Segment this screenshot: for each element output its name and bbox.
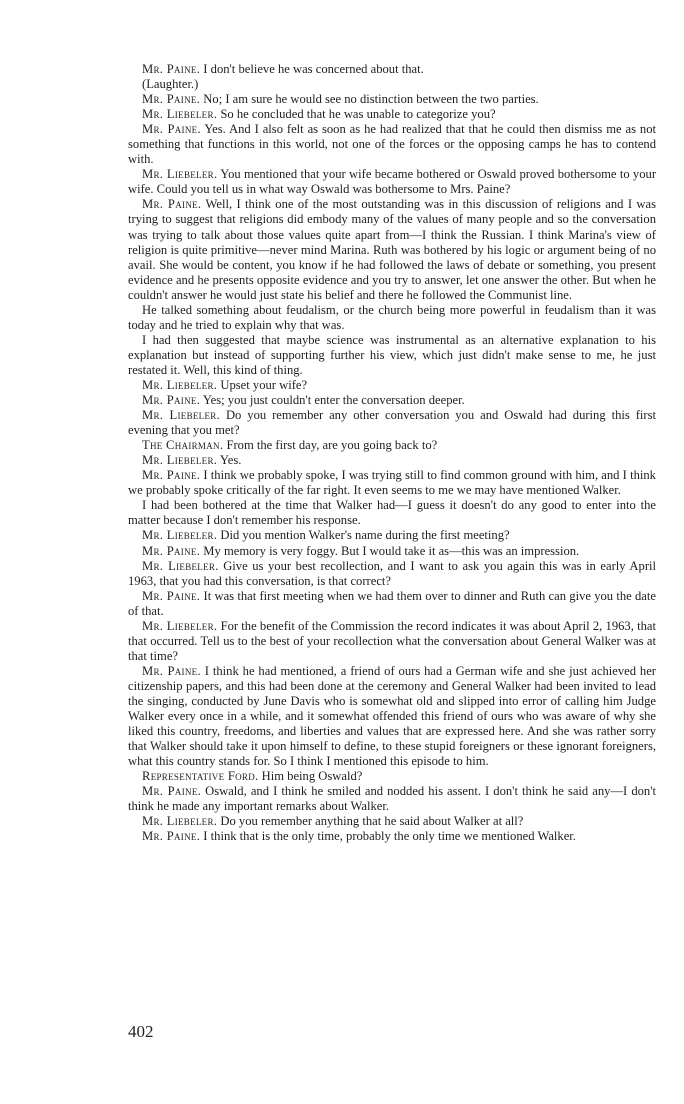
paragraph [128, 303, 656, 333]
paragraph [128, 559, 656, 589]
speech: Yes; you just couldn't enter the conversation deeper. [200, 393, 465, 408]
speaker: Mr. Paine. [142, 122, 201, 137]
speech: I had then suggested that maybe science was instrumental as an alternative explanation to his explanation but instead of supporting further his view, which just didn't make sense to me, he just restated it. Well, this kind of thing. [128, 332, 656, 377]
paragraph [128, 408, 656, 438]
paragraph [128, 77, 656, 92]
paragraph [128, 393, 656, 408]
paragraph [128, 107, 656, 122]
speech: I don't believe he was concerned about that. [200, 62, 424, 76]
speaker: Mr. Liebeler. [142, 618, 218, 633]
speech: I had been bothered at the time that Walker had—I guess it doesn't do any good to enter into the matter because I don't remember his response. [128, 498, 656, 528]
paragraph [128, 769, 656, 784]
speech: I think that is the only time, probably the only time we mentioned Walker. [200, 829, 576, 844]
paragraph [128, 528, 656, 543]
speech: Do you remember any other conversation you and Oswald had during this first evening that you met? [128, 408, 657, 438]
speaker: Mr. Paine. [142, 784, 202, 799]
paragraph [128, 589, 656, 619]
speaker: Mr. Liebeler. [142, 558, 219, 573]
speaker: Representative Ford. [142, 769, 259, 784]
speech: Oswald, and I think he smiled and nodded his assent. I don't think he said any—I don't think he made any important remarks about Walker. [128, 784, 656, 814]
paragraph [128, 167, 656, 197]
speaker: Mr. Liebeler. [142, 408, 221, 423]
paragraph [128, 197, 656, 302]
speaker: Mr. Paine. [142, 92, 201, 107]
speaker: The Chairman. [142, 438, 224, 453]
speech: Yes. And I also felt as soon as he had realized that that he could then dismiss me as not something that functions in this world, not one of the forces or the opposing camps he has to contend with. [128, 122, 656, 167]
speech: I think we probably spoke, I was trying still to find common ground with him, and I think we probably spoke critically of the far right. It even seems to me we may have mentioned Walker. [128, 468, 656, 498]
paragraph [128, 453, 656, 468]
speaker: Mr. Paine. [142, 197, 202, 212]
speech: So he concluded that he was unable to categorize you? [217, 107, 496, 122]
speaker: Mr. Liebeler. [142, 453, 218, 468]
speech: Give us your best recollection, and I want to ask you again this was in early April 1963, that you had this conversation, is that correct? [128, 558, 657, 588]
speaker: Mr. Paine. [142, 588, 201, 603]
paragraph [128, 664, 656, 769]
speech: Do you remember anything that he said about Walker at all? [217, 814, 524, 829]
speech: Well, I think one of the most outstanding was in this discussion of religions and I was trying to suggest that religions did embody many of the values of many people and so the conversation was trying to talk about those values quite apart from—I think the Russian. I think Marina's view of religion is quite primitive—never mind Marina. Ruth was bothered by his logic or argument being of no avail. She would be content, you know if he had followed the laws of debate or something, you present evidence and he presents opposite evidence and you try to answer, let one answer the other. But when he couldn't answer he would just state his belief and there he followed the Communist line. [128, 197, 656, 302]
speaker: Mr. Paine. [142, 663, 201, 678]
paragraph [128, 784, 656, 814]
speech: It was that first meeting when we had them over to dinner and Ruth can give you the date of that. [128, 588, 656, 618]
speech: Upset your wife? [217, 377, 308, 392]
speaker: Mr. Liebeler. [142, 377, 218, 392]
speech: For the benefit of the Commission the record indicates it was about April 2, 1963, that that occurred. Tell us to the best of your recollection what the conversation about General Walker was at that time? [128, 618, 657, 663]
paragraph [128, 378, 656, 393]
speech: Yes. [217, 453, 242, 468]
paragraph [128, 122, 656, 167]
speaker: Mr. Paine. [142, 468, 201, 483]
speech: I think he had mentioned, a friend of ours had a German wife and she just achieved her citizenship papers, and this had been done at the ceremony and General Walker had been invited to lead the singing, conducted by June Davis who is somewhat old and slipped into error of calling him Judge Walker every once in a while, and it somewhat offended this friend of ours who was aware of why she liked this country, freedoms, and liberties and values that are expressed here. And she was rather sorry that Walker should take it upon himself to define, to these stupid foreigners or these ignorant foreigners, what this country stands for. So I think I mentioned this episode to him. [128, 663, 656, 769]
speaker: Mr. Paine. [142, 62, 201, 76]
speaker: Mr. Liebeler. [142, 814, 218, 829]
speech: No; I am sure he would see no distinction between the two parties. [200, 92, 539, 107]
speech: Him being Oswald? [258, 769, 363, 784]
paragraph [128, 544, 656, 559]
paragraph [128, 619, 656, 664]
speech: Did you mention Walker's name during the first meeting? [217, 528, 510, 543]
speech: From the first day, are you going back to? [223, 438, 438, 453]
paragraph [128, 438, 656, 453]
paragraph [128, 814, 656, 829]
speaker: Mr. Paine. [142, 543, 201, 558]
speaker: Mr. Liebeler. [142, 167, 218, 182]
paragraph [128, 62, 656, 77]
paragraph [128, 498, 656, 528]
transcript-body [128, 62, 656, 844]
paragraph [128, 468, 656, 498]
speech: My memory is very foggy. But I would take it as—this was an impression. [200, 543, 580, 558]
paragraph [128, 92, 656, 107]
speaker: Mr. Paine. [142, 393, 201, 408]
paragraph [128, 333, 656, 378]
speaker: Mr. Paine. [142, 829, 201, 844]
speaker: Mr. Liebeler. [142, 528, 218, 543]
page-number: 402 [128, 1022, 154, 1041]
speech: He talked something about feudalism, or the church being more powerful in feudalism than it was today and he tried to explain why that was. [128, 302, 656, 332]
speaker: Mr. Liebeler. [142, 107, 218, 122]
speech: (Laughter.) [142, 77, 199, 92]
paragraph [128, 829, 656, 844]
speech: You mentioned that your wife became bothered or Oswald proved bothersome to your wife. Could you tell us in what way Oswald was bothersome to Mrs. Paine? [128, 167, 657, 197]
